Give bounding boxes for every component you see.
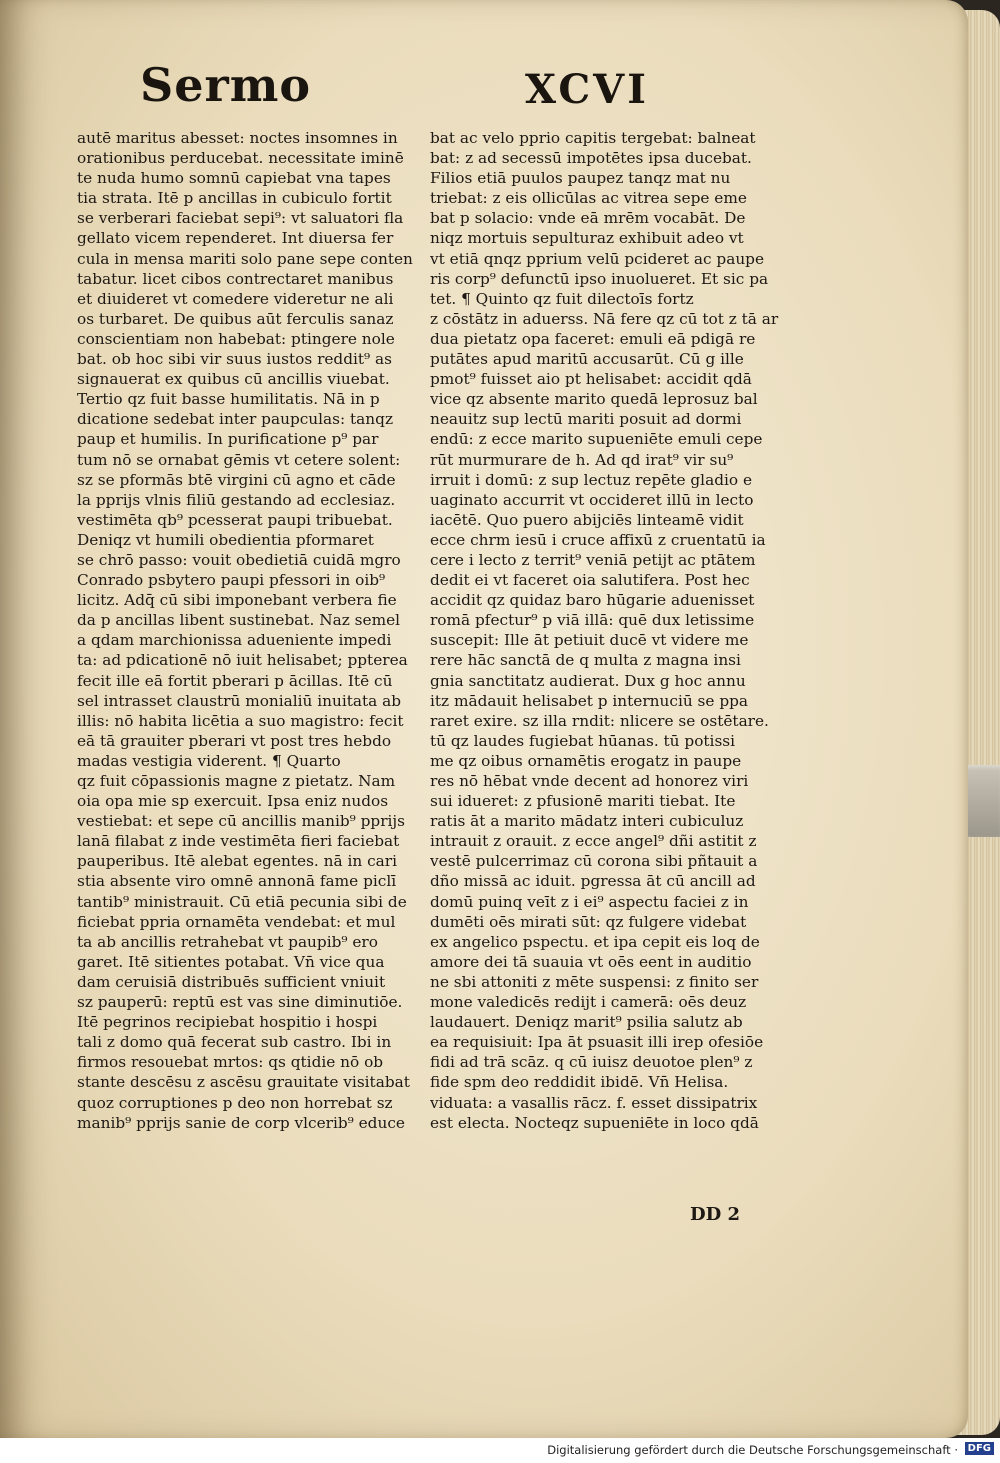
text-line: a qdam marchionissa adueniente impedi [77, 631, 392, 650]
text-line: firmos resouebat mrtos: qs qtidie nō ob [77, 1053, 384, 1072]
text-line: fide spm deo reddidit ibidē. Vn̄ Helisa. [430, 1073, 729, 1092]
text-line: iacētē. Quo puero abijciēs linteamē vidit [430, 510, 744, 529]
text-line: vt etiā qnqz pprium velū pcideret ac paupe [430, 249, 765, 268]
text-line: gellato vicem rependeret. Int diuersa fer [77, 229, 394, 248]
text-line: Itē pegrinos recipiebat hospitio i hospi [77, 1013, 378, 1032]
text-line: dumēti oēs mirati sūt: qz fulgere videbat [430, 912, 747, 931]
text-line: irruit i domū: z sup lectuz repēte gladio e [430, 470, 752, 489]
text-line: ta ab ancillis retrahebat vt paupib⁹ ero [77, 932, 378, 951]
text-line: niqz mortuis sepulturaz exhibuit adeo vt [430, 229, 744, 248]
text-line: tū qz laudes fugiebat hūanas. tū potissi [430, 731, 736, 750]
text-line: dicatione sedebat inter paupculas: tanqz [77, 410, 393, 429]
text-line: dedit ei vt faceret oia salutifera. Post hec [430, 571, 750, 590]
text-line: Conrado psbytero paupi pfessori in oib⁹ [77, 571, 386, 590]
text-line: ficiebat ppria ornamēta vendebat: et mul [77, 912, 396, 931]
text-line: raret exire. sz illa rndit: nlicere se ostētare. [430, 711, 769, 730]
text-line: ratis āt a marito mādatz interi cubiculuz [430, 812, 744, 831]
text-line: dam ceruisiā distribuēs sufficient vniuit [77, 972, 386, 991]
text-line: quoz corruptiones p deo non horrebat sz [77, 1093, 393, 1112]
text-line: triebat: z eis ollicūlas ac vitrea sepe eme [430, 189, 747, 208]
footer-bar [0, 1438, 1000, 1463]
text-line: tet. ¶ Quinto qz fuit dilectoīs fortz [430, 289, 694, 308]
text-line: Filios etiā puulos paupez tanqz mat nu [430, 169, 731, 188]
text-line: bat. ob hoc sibi vir suus iustos reddit⁹ as [77, 350, 393, 369]
text-line: pmot⁹ fuisset aio pt helisabet: accidit qdā [430, 370, 752, 389]
text-line: illis: nō habita licētia a suo magistro: fecit [77, 711, 404, 730]
text-line: la pprijs vlnis filiū gestando ad ecclesiaz. [77, 490, 396, 509]
text-line: vestimēta qb⁹ pcesserat paupi tribuebat. [77, 510, 393, 529]
text-line: oia opa mie sp exercuit. Ipsa eniz nudos [77, 792, 389, 811]
text-line: amore dei tā suauia vt oēs eent in auditio [430, 952, 752, 971]
signature-mark: DD 2 [690, 1204, 741, 1225]
text-line: tali z domo quā fecerat sub castro. Ibi in [77, 1033, 392, 1052]
text-line: conscientiam non habebat: ptingere nole [77, 329, 395, 348]
text-line: ris corp⁹ defunctū ipso inuolueret. Et sic pa [430, 269, 769, 288]
text-line: fecit ille eā fortit pberari p ācillas. Itē cū [77, 671, 393, 690]
text-line: viduata: a vasallis rācz. f. esset dissipatrix [430, 1093, 758, 1112]
text-line: laudauert. Deniqz marit⁹ psilia salutz ab [430, 1013, 743, 1032]
text-line: eā tā grauiter pberari vt post tres hebdo [77, 731, 392, 750]
text-line: cula in mensa mariti solo pane sepe conten [77, 249, 413, 268]
text-line: madas vestigia viderent. ¶ Quarto [77, 751, 341, 770]
text-line: te nuda humo somnū capiebat vna tapes [77, 169, 391, 188]
text-line: itz mādauit helisabet p internuciū se ppa [430, 691, 749, 710]
text-line: tantib⁹ ministrauit. Cū etiā pecunia sibi de [77, 892, 407, 911]
text-line: me qz oibus ornamētis erogatz in paupe [430, 751, 742, 770]
text-line: neauitz sup lectū mariti posuit ad dormi [430, 410, 742, 429]
text-line: est electa. Nocteqz supueniēte in loco qdā [430, 1113, 759, 1132]
digitization-credit: Digitalisierung gefördert durch die Deutsche Forschungsgemeinschaft · [547, 1443, 958, 1457]
text-line: z cōstātz in aduerss. Nā fere qz cū tot z tā ar [430, 309, 779, 328]
text-line: gnia sanctitatz audierat. Dux g hoc annu [430, 671, 746, 690]
text-line: intrauit z orauit. z ecce angel⁹ dñi astitit z [430, 832, 757, 851]
text-line: stante descēsu z ascēsu grauitate visitabat [77, 1073, 410, 1092]
text-line: domū puinq veīt z i ei⁹ aspectu faciei z in [430, 892, 749, 911]
text-line: sel intrasset claustrū monialiū inuitata ab [77, 691, 402, 710]
text-line: vestiebat: et sepe cū ancillis manib⁹ pprijs [77, 812, 406, 831]
text-line: sui idueret: z pfusionē mariti tiebat. Ite [430, 792, 736, 811]
text-line: endū: z ecce marito supueniēte emuli cepe [430, 430, 763, 449]
text-line: qz fuit cōpassionis magne z pietatz. Nam [77, 772, 396, 790]
text-line: stia absente viro omnē annonā fame piclī [77, 872, 397, 891]
text-line: ne sbi attoniti z mēte suspensi: z finito ser [430, 972, 759, 991]
dfg-logo: DFG [965, 1442, 994, 1455]
text-line: rūt murmurare de h. Ad qd irat⁹ vir su⁹ [430, 450, 734, 469]
text-line: et diuideret vt comedere videretur ne ali [77, 289, 394, 308]
text-line: bat ac velo pprio capitis tergebat: balneat [430, 129, 756, 147]
text-line: tia strata. Itē p ancillas in cubiculo fortit [77, 189, 392, 208]
text-line: cere i lecto z territ⁹ veniā petijt ac ptātem [430, 550, 756, 569]
text-line: orationibus perducebat. necessitate iminē [77, 149, 404, 168]
text-line: res nō hēbat vnde decent ad honorez viri [430, 772, 749, 790]
text-line: vestē pulcerrimaz cū corona sibi pñtauit a [430, 852, 758, 871]
text-line: dua pietatz opa faceret: emuli eā pdigā re [430, 329, 756, 348]
text-line: ex angelico pspectu. et ipa cepit eis loq de [430, 932, 760, 951]
text-line: dño missā ac iduit. pgressa āt cū ancill ad [430, 872, 756, 891]
text-line: se chrō passo: vouit obedietiā cuidā mgro [77, 550, 401, 569]
text-line: tum nō se ornabat gēmis vt cetere solent: [77, 450, 401, 469]
text-line: manib⁹ pprijs sanie de corp vlcerib⁹ educe [77, 1113, 405, 1132]
left-text-column [77, 128, 429, 1133]
folio-number: XCVI [525, 66, 649, 113]
text-line: putātes apud maritū accusarūt. Cū g ille [430, 350, 744, 369]
right-text-column [430, 128, 792, 1133]
running-head [140, 58, 660, 118]
text-line: sz se pformās btē virgini cū agno et cāde [77, 470, 396, 489]
text-line: autē maritus abesset: noctes insomnes in [77, 129, 398, 147]
text-line: paup et humilis. In purificatione p⁹ par [77, 430, 379, 449]
text-line: rere hāc sanctā de q multa z magna insi [430, 651, 741, 670]
text-line: tabatur. licet cibos contrectaret manibus [77, 269, 394, 288]
text-line: romā pfectur⁹ p viā illā: quē dux letissime [430, 611, 755, 630]
text-line: Tertio qz fuit basse humilitatis. Nā in p [77, 390, 380, 409]
text-line: accidit qz quidaz baro hūgarie aduenisset [430, 591, 755, 610]
text-line: Deniqz vt humili obedientia pformaret [77, 530, 374, 549]
text-line: ecce chrm iesū i cruce affixū z cruentatū ia [430, 530, 766, 549]
text-line: mone valedicēs redijt i camerā: oēs deuz [430, 993, 747, 1012]
text-line: signauerat ex quibus cū ancillis viuebat. [77, 370, 390, 389]
text-line: licitz. Adq̄ cū sibi imponebant verbera fie [77, 591, 397, 610]
text-line: os turbaret. De quibus aūt ferculis sanaz [77, 309, 394, 328]
text-line: sz pauperū: reptū est vas sine diminutiōe. [77, 993, 403, 1012]
text-line: bat: z ad secessū impotētes ipsa ducebat. [430, 149, 752, 168]
text-line: ea requisiuit: Ipa āt psuasit illi irep ofesiōe [430, 1033, 764, 1052]
text-line: ta: ad pdicationē nō iuit helisabet; ppterea [77, 651, 408, 670]
running-head-title: Sermo [140, 58, 312, 112]
text-line: pauperibus. Itē alebat egentes. nā in cari [77, 852, 397, 871]
text-line: lanā filabat z inde vestimēta fieri faciebat [77, 832, 400, 851]
text-line: fidi ad trā scāz. q cū iuisz deuotoe plen⁹ z [430, 1053, 753, 1072]
text-line: bat p solacio: vnde eā mrēm vocabāt. De [430, 209, 746, 228]
text-line: garet. Itē sitientes potabat. Vn̄ vice qua [77, 952, 385, 971]
text-line: da p ancillas libent sustinebat. Naz semel [77, 611, 401, 630]
text-line: suscepit: Ille āt petiuit ducē vt videre me [430, 631, 749, 650]
text-line: uaginato accurrit vt occideret illū in lecto [430, 490, 754, 509]
text-line: vice qz absente marito quedā leprosuz bal [430, 390, 758, 409]
text-line: se verberari faciebat sepi⁹: vt saluatori fla [77, 209, 404, 228]
